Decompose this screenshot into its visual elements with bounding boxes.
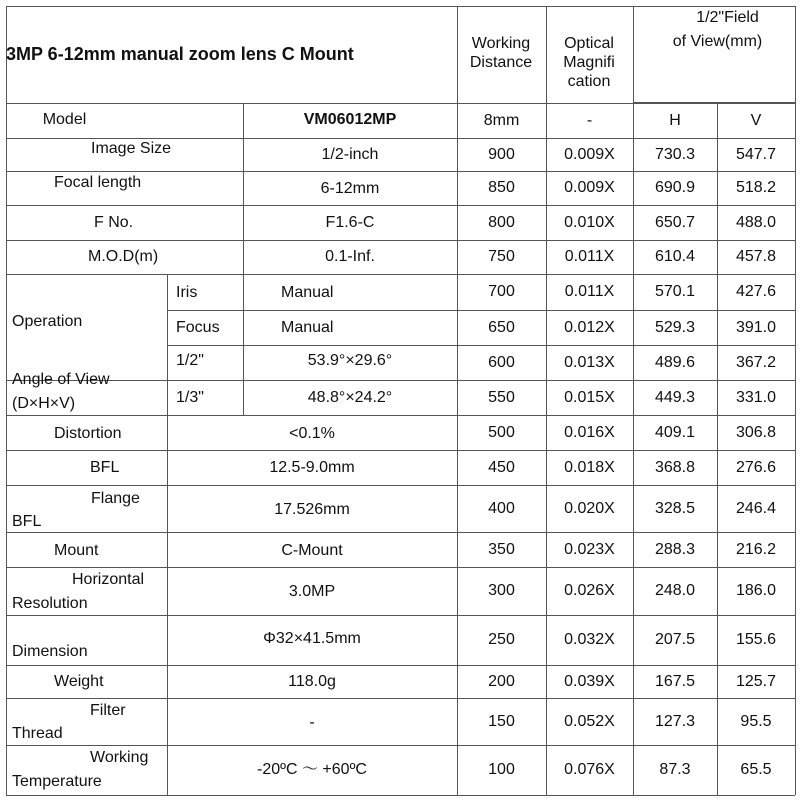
mount-value: C-Mount [281, 542, 343, 559]
working-distance-cell: 450 [488, 458, 515, 476]
row-divider [6, 532, 795, 533]
magnification-cell: 0.012X [564, 318, 615, 336]
image-size-value: 1/2-inch [321, 146, 379, 163]
fov-h-cell: 570.1 [654, 283, 696, 300]
working-distance-cell: 850 [488, 179, 515, 196]
row-divider [6, 205, 795, 206]
fov-h-cell: 529.3 [654, 318, 696, 336]
focus-label: Focus [176, 319, 220, 336]
fov-v-cell: 186.0 [735, 582, 777, 599]
bfl-label: BFL [90, 459, 120, 476]
working-distance-cell: 550 [488, 388, 515, 406]
fov-h-cell: 730.3 [654, 145, 696, 163]
f-no-value: F1.6-C [325, 214, 375, 231]
fov-h-cell: 368.8 [654, 458, 696, 476]
resolution-sublabel: Resolution [12, 595, 88, 612]
resolution-label: Horizontal [72, 571, 145, 588]
filter-thread-label: Filter [90, 702, 126, 719]
image-size-label: Image Size [91, 140, 172, 157]
fov-v-cell: 306.8 [735, 423, 777, 441]
row-divider [6, 665, 795, 666]
focal-length-label: Focal length [54, 174, 142, 191]
row-divider [167, 310, 795, 311]
magnification-cell: 0.076X [564, 761, 615, 778]
model-label: Model [42, 111, 87, 128]
distortion-label: Distortion [54, 425, 122, 442]
table-bottom-border [6, 795, 795, 796]
fov-v-cell: 488.0 [735, 213, 777, 231]
optical-magnification-header-line3: cation [567, 73, 611, 91]
fov-v-cell: 216.2 [735, 540, 777, 558]
row-divider [6, 103, 795, 104]
angle-of-view-sublabel: (D×H×V) [12, 395, 76, 412]
magnification-cell: - [586, 111, 593, 129]
filter-thread-sublabel: Thread [12, 725, 63, 742]
operation-label: Operation [12, 313, 83, 330]
fov-v-cell: 125.7 [735, 672, 777, 690]
magnification-cell: 0.032X [564, 631, 615, 648]
f-no-label: F No. [94, 214, 134, 231]
optical-magnification-header-line1: Optical [564, 35, 614, 52]
fov-v-cell: 276.6 [735, 458, 777, 476]
working-distance-cell: 500 [488, 423, 515, 441]
dimension-value: Φ32×41.5mm [263, 630, 361, 647]
iris-label: Iris [176, 284, 198, 301]
magnification-cell: 0.009X [564, 145, 615, 163]
working-distance-cell: 200 [488, 672, 515, 690]
working-distance-cell: 650 [488, 318, 515, 336]
working-temperature-value: -20ºC ～ +60ºC [257, 761, 367, 778]
fov-h-cell: 449.3 [654, 388, 696, 406]
working-distance-cell: 8mm [483, 111, 520, 129]
fov-v-cell: 547.7 [735, 145, 777, 163]
fov-h-cell: 288.3 [654, 540, 696, 558]
fov-v-cell: 427.6 [735, 283, 777, 300]
row-divider [6, 615, 795, 616]
angle-half-inch-label: 1/2" [176, 352, 204, 369]
row-divider [6, 240, 795, 241]
flange-bfl-sublabel: BFL [12, 513, 42, 530]
dimension-label: Dimension [12, 643, 88, 660]
field-of-view-header-line2: of View(mm) [672, 33, 763, 50]
fov-v-cell: 518.2 [735, 179, 777, 196]
table-top-border [6, 6, 795, 7]
magnification-cell: 0.039X [564, 672, 615, 690]
fov-h-cell: 690.9 [654, 179, 696, 196]
working-temperature-sublabel: Temperature [12, 773, 102, 790]
working-distance-cell: 800 [488, 213, 515, 231]
column-divider [167, 274, 168, 415]
flange-bfl-label: Flange [91, 490, 140, 507]
focus-value: Manual [281, 319, 334, 336]
working-distance-cell: 350 [488, 540, 515, 558]
focal-length-value: 6-12mm [320, 180, 380, 197]
fov-h-cell: 207.5 [654, 631, 696, 648]
working-distance-header-line2: Distance [469, 54, 533, 72]
flange-bfl-value: 17.526mm [274, 501, 350, 518]
magnification-cell: 0.052X [564, 712, 615, 730]
mod-label: M.O.D(m) [88, 248, 159, 265]
angle-third-inch-label: 1/3" [176, 389, 204, 406]
magnification-cell: 0.020X [564, 499, 615, 517]
angle-third-inch-value: 48.8°×24.2° [307, 389, 393, 406]
weight-label: Weight [54, 673, 104, 690]
working-temperature-label: Working [90, 749, 149, 766]
magnification-cell: 0.015X [564, 388, 615, 406]
magnification-cell: 0.026X [564, 582, 615, 599]
column-divider [717, 103, 718, 795]
column-divider [243, 274, 244, 345]
weight-value: 118.0g [288, 673, 336, 690]
working-distance-cell: 600 [488, 353, 515, 371]
magnification-cell: 0.018X [564, 458, 615, 476]
fov-v-cell: V [750, 111, 762, 129]
bfl-value: 12.5-9.0mm [269, 459, 355, 476]
magnification-cell: 0.009X [564, 179, 615, 196]
filter-thread-value: - [309, 714, 315, 731]
working-distance-cell: 150 [488, 712, 515, 730]
fov-h-cell: 328.5 [654, 499, 696, 517]
magnification-cell: 0.013X [564, 353, 615, 371]
resolution-value: 3.0MP [288, 583, 336, 600]
fov-h-cell: 409.1 [654, 423, 696, 441]
working-distance-cell: 700 [488, 283, 515, 300]
mount-label: Mount [54, 542, 99, 559]
angle-half-inch-value: 53.9°×29.6° [307, 352, 393, 369]
row-divider [6, 171, 795, 172]
working-distance-header-line1: Working [471, 35, 531, 52]
distortion-value: <0.1% [289, 425, 335, 442]
fov-v-cell: 65.5 [740, 761, 772, 778]
fov-h-cell: 248.0 [654, 582, 696, 599]
fov-h-cell: 167.5 [654, 672, 696, 690]
field-of-view-header-line1: 1/2"Field [696, 9, 759, 26]
optical-magnification-header [546, 34, 632, 92]
magnification-cell: 0.011X [564, 248, 615, 265]
table-right-border [795, 6, 796, 795]
working-distance-cell: 300 [488, 582, 515, 599]
working-distance-header [457, 34, 545, 72]
row-divider [6, 415, 795, 416]
row-divider [6, 698, 795, 699]
row-divider [6, 485, 795, 486]
fov-h-cell: 610.4 [654, 248, 696, 265]
working-distance-cell: 750 [488, 248, 515, 265]
row-divider [6, 567, 795, 568]
iris-value: Manual [281, 284, 334, 301]
fov-h-cell: 87.3 [659, 761, 691, 778]
fov-v-cell: 367.2 [735, 353, 777, 371]
fov-v-cell: 246.4 [735, 499, 777, 517]
magnification-cell: 0.010X [564, 213, 615, 231]
working-distance-cell: 400 [488, 499, 515, 517]
page-title: 3MP 6-12mm manual zoom lens C Mount [6, 44, 354, 64]
magnification-cell: 0.011X [564, 283, 615, 300]
fov-h-cell: 489.6 [654, 353, 696, 371]
magnification-cell: 0.016X [564, 423, 615, 441]
fov-v-cell: 457.8 [735, 248, 777, 265]
fov-h-cell: 650.7 [654, 213, 696, 231]
working-distance-cell: 250 [488, 631, 515, 648]
mod-value: 0.1-Inf. [325, 248, 375, 265]
fov-h-cell: H [669, 111, 681, 129]
fov-v-cell: 391.0 [735, 318, 777, 336]
model-value: VM06012MP [303, 111, 397, 128]
magnification-cell: 0.023X [564, 540, 615, 558]
fov-v-cell: 95.5 [740, 712, 772, 730]
fov-v-cell: 155.6 [735, 631, 777, 648]
row-divider [6, 274, 795, 275]
optical-magnification-header-line2: Magnifi [563, 54, 615, 72]
fov-v-cell: 331.0 [735, 388, 777, 406]
working-distance-cell: 100 [488, 761, 515, 778]
row-divider [6, 450, 795, 451]
row-divider [167, 345, 795, 346]
row-divider [6, 745, 795, 746]
angle-of-view-label: Angle of View [12, 371, 110, 388]
row-divider [6, 380, 795, 381]
working-distance-cell: 900 [488, 145, 515, 163]
fov-h-cell: 127.3 [654, 712, 696, 730]
